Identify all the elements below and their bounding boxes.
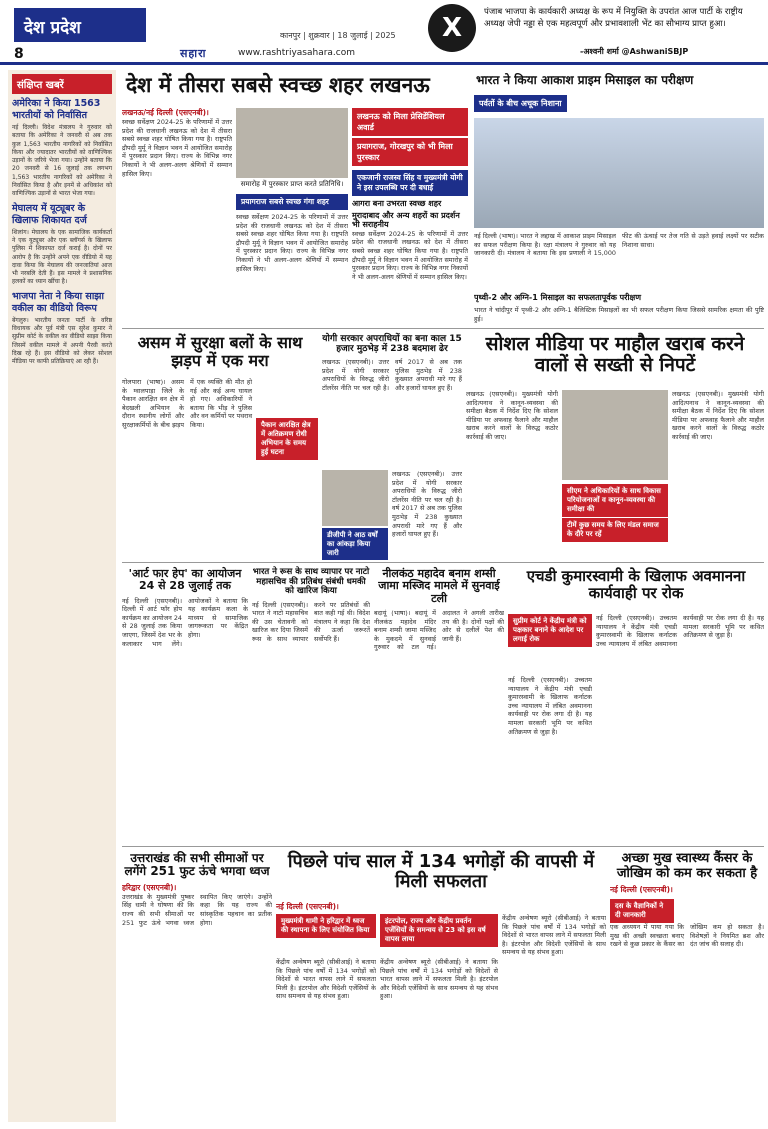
missile-body: नई दिल्ली (भाषा)। भारत ने लद्दाख में आकाश प्राइम मिसाइल का सफल परीक्षण किया है। रक्षा मंत्रालय ने गुरुवार को यह जानकारी दी। मंत्रालय ने बताया कि इस प्रणाली ने 15,000 फीट की ऊंचाई पर तेज गति से उड़ते हवाई लक्ष्यों पर सटीक निशाना साधा। bbox=[474, 232, 764, 258]
fugitives-body-cont: केंद्रीय अन्वेषण ब्यूरो (सीबीआई) ने बताया कि पिछले पांच वर्षों में 134 भगोड़ों को विदेशों से भारत वापस लाने में सफलता मिली है। इंटरपोल और विदेशी एजेंसियों के साथ समन्वय से यह संभव हुआ। bbox=[502, 914, 606, 957]
lead-subhead: मुरादाबाद और अन्य शहरों का प्रदर्शन भी सराहनीय bbox=[352, 210, 460, 229]
lead-dateline: लखनऊ/नई दिल्ली (एसएनबी)। bbox=[122, 108, 209, 117]
lead-photo-caption: समारोह में पुरस्कार प्राप्त करते प्रतिनिधि। bbox=[240, 180, 344, 188]
lead-quote-box: एकजानी राजस्व सिंह व मुख्यमंत्री योगी ने इस उपलब्धि पर दी बधाई bbox=[352, 170, 468, 196]
brief-title: भाजपा नेता ने किया साझा वकील का वीडियो विरूप bbox=[12, 290, 104, 314]
assam-article bbox=[122, 332, 318, 560]
social-bullet: टीमें कुछ समय के लिए मंडल समाज के दौरे पर रहें bbox=[562, 518, 668, 542]
yogi-body: लखनऊ (एसएनबी)। उत्तर प्रदेश में योगी सरकार अपराधियों के विरुद्ध जीरो टॉलरेंस नीति पर चल रही है। वर्ष 2017 से अब तक पुलिस मुठभेड़ में 238 कुख्यात अपराधी मारे गए हैं और हजारों घायल हुए हैं। bbox=[322, 358, 462, 392]
masjid-body: बदायूं (भाषा)। बदायूं में नीलकंठ महादेव मंदिर बनाम शम्सी जामा मस्जिद के मुकदमे में सुनवाई गुरुवार को टल गई। अदालत ने अगली तारीख तय की है। दोनों पक्षों की ओर से दलीलें पेश की जानी हैं। bbox=[374, 608, 504, 652]
missile-subhead: पर्वतों के बीच अचूक निशाना bbox=[474, 95, 567, 112]
lead-bullet: लखनऊ को मिला प्रेसिडेंशियल अवार्ड bbox=[352, 108, 468, 136]
social-article bbox=[466, 332, 764, 560]
kumaraswamy-article bbox=[508, 566, 764, 842]
missile-headline: भारत ने किया आकाश प्राइम मिसाइल का परीक्षण bbox=[476, 73, 694, 87]
masjid-headline: नीलकंठ महादेव बनाम शम्सी जामा मस्जिद मामले में सुनवाई टली bbox=[378, 567, 500, 605]
missile-photo bbox=[474, 118, 764, 228]
cancer-article bbox=[610, 850, 764, 1122]
cancer-dateline: नई दिल्ली (एसएनबी)। bbox=[610, 885, 673, 895]
masthead bbox=[0, 0, 768, 66]
brief-text: नई दिल्ली। विदेश मंत्रालय ने गुरुवार को बताया कि अमेरिका ने जनवरी से अब तक कुल 1,563 भारतीय नागरिकों को निर्वासित किया और ज्यादातर भारतीयों को वाणिज्यिक उड़ानों के जरिये भेजा गया। उन्होंने बताया कि 20 जनवरी से 16 जुलाई तक लगभग 1,563 भारतीय नागरिकों को अमेरिका ने निर्वासित किया है और इनमें से अधिकांश को वाणिज्यिक उड़ानों से भारत भेजा गया। bbox=[12, 124, 112, 198]
nato-article bbox=[252, 566, 370, 842]
uttarakhand-pullquote: मुख्यमंत्री धामी ने हरिद्वार में ध्वज की स्थापना के लिए संयोजित किया bbox=[276, 914, 376, 938]
brief-text: शिलांग। मेघालय के एक सामाजिक कार्यकर्ता ने एक यूट्यूबर और एक ब्लॉगर्स के खिलाफ पुलिस में शिकायत दर्ज कराई है। दोनों पर आरोप है कि उन्होंने अपने एक वीडियो में यह दावा किया कि मेघालय की जनजातियां आज भी नरबलि देती हैं। इस मामले ने प्रशासनिक हलकों का ध्यान खींचा है। bbox=[12, 228, 112, 286]
assam-headline: असम में सुरक्षा बलों के साथ झड़प में एक मरा bbox=[137, 333, 303, 370]
masthead-rule bbox=[0, 62, 768, 65]
divider bbox=[122, 846, 764, 847]
masthead-dateline: कानपुर | शुक्रवार | 18 जुलाई | 2025 bbox=[280, 31, 396, 40]
fugitives-body: केंद्रीय अन्वेषण ब्यूरो (सीबीआई) ने बताया कि पिछले पांच वर्षों में 134 भगोड़ों को विदेशों से भारत वापस लाने में सफलता मिली है। इंटरपोल और विदेशी एजेंसियों के साथ समन्वय से यह संभव हुआ। bbox=[276, 958, 376, 1001]
fugitives-pullquote: इंटरपोल, राज्य और केंद्रीय प्रवर्तन एजेंसियों के समन्वय से 23 को इस वर्ष वापस लाया bbox=[380, 914, 498, 947]
yogi-headline: योगी सरकार अपराधियों का बना काल 15 हजार मुठभेड़ में 238 बदमाश ढेर bbox=[322, 334, 462, 355]
lead-subhead: प्रयागराज सबसे स्वच्छ गंगा शहर bbox=[236, 194, 348, 210]
lead-photo bbox=[236, 108, 348, 178]
assam-pullquote: पैकान आरक्षित क्षेत्र में अतिक्रमण रोधी अभियान के समय हुई घटना bbox=[256, 418, 318, 460]
social-headline: सोशल मीडिया पर माहौल खराब करने वालों से सख्ती से निपटें bbox=[485, 333, 745, 377]
kumaraswamy-body-cont: नई दिल्ली (एसएनबी)। उच्चतम न्यायालय ने केंद्रीय मंत्री एचडी कुमारस्वामी के खिलाफ कर्नाटक उच्च न्यायालय में लंबित अवमानना कार्यवाही पर रोक लगा दी है। यह मामला सरकारी भूमि पर कथित अतिक्रमण से जुड़ा है। bbox=[596, 614, 764, 648]
divider bbox=[122, 562, 764, 563]
cancer-pullquote: दस के वैज्ञानिकों ने दी जानकारी bbox=[610, 899, 674, 923]
brief-text: बेंगलुरु। भारतीय जनता पार्टी के वरिष्ठ विधायक और पूर्व मंत्री एस सुरेश कुमार ने सुप्रीम कोर्ट के वकील का वीडियो साझा किया जिसमें वकील मामले में अपनी पैरवी करते दिख रहे हैं। इस वीडियो को लेकर सोशल मीडिया पर काफी प्रतिक्रियाएं आ रही हैं। bbox=[12, 316, 112, 366]
fugitives-headline: पिछले पांच साल में 134 भगोड़ों की वापसी में मिली सफलता bbox=[287, 851, 595, 893]
social-body-cont: लखनऊ (एसएनबी)। मुख्यमंत्री योगी आदित्यनाथ ने कानून-व्यवस्था की समीक्षा बैठक में निर्देश दिए कि सोशल मीडिया पर अफवाह फैलाने और माहौल खराब करने वालों के विरुद्ध कठोर कार्रवाई की जाए। bbox=[672, 390, 764, 441]
kumaraswamy-headline: एचडी कुमारस्वामी के खिलाफ अवमानना कार्यवाही पर रोक bbox=[526, 567, 746, 602]
brief-title: अमेरिका ने किया 1563 भारतीयों को निर्वासित bbox=[12, 98, 101, 121]
uttarakhand-dateline: हरिद्वार (एसएनबी)। bbox=[122, 882, 177, 892]
uttarakhand-article bbox=[122, 850, 272, 1122]
art-article bbox=[122, 566, 248, 842]
uttarakhand-body: उत्तराखंड के मुख्यमंत्री पुष्कर सिंह धामी ने घोषणा की कि राज्य की सभी सीमाओं पर 251 फुट ऊंचे भगवा ध्वज स्थापित किए जाएंगे। उन्होंने कहा कि यह राज्य की सांस्कृतिक पहचान का प्रतीक होगा। bbox=[122, 892, 272, 927]
art-headline: 'आर्ट फार हेप' का आयोजन 24 से 28 जुलाई तक bbox=[128, 567, 242, 593]
divider bbox=[122, 328, 764, 329]
dgp-photo bbox=[322, 470, 388, 526]
x-logo-icon: X bbox=[428, 4, 476, 52]
uttarakhand-headline: उत्तराखंड की सभी सीमाओं पर लगेंगे 251 फुट ऊंचे भगवा ध्वज bbox=[124, 851, 270, 879]
brief-title: मेघालय में यूट्यूबर के खिलाफ शिकायत दर्ज bbox=[12, 202, 87, 226]
missile-article bbox=[474, 70, 764, 324]
fugitives-body-cont: केंद्रीय अन्वेषण ब्यूरो (सीबीआई) ने बताया कि पिछले पांच वर्षों में 134 भगोड़ों को विदेशों से भारत वापस लाने में सफलता मिली है। इंटरपोल और विदेशी एजेंसियों के साथ समन्वय से यह संभव हुआ। bbox=[380, 958, 498, 1001]
lead-body-cont: स्वच्छ सर्वेक्षण 2024-25 के परिणामों में उत्तर प्रदेश की राजधानी लखनऊ को देश में तीसरा सबसे स्वच्छ शहर घोषित किया गया है। राष्ट्रपति द्रौपदी मुर्मू ने विज्ञान भवन में आयोजित समारोह में पुरस्कार प्रदान किए। राज्य के विभिन्न नगर निकायों ने भी अलग-अलग श्रेणियों में सम्मान हासिल किए। bbox=[236, 213, 348, 273]
dgp-caption: डीजीपी ने आठ वर्षों का आंकड़ा किया जारी bbox=[322, 528, 388, 560]
social-bullet: सीएम ने अधिकारियों के साथ विकास परियोजनाओं व कानून-व्यवस्था की समीक्षा की bbox=[562, 484, 668, 517]
yogi-body-cont: लखनऊ (एसएनबी)। उत्तर प्रदेश में योगी सरकार अपराधियों के विरुद्ध जीरो टॉलरेंस नीति पर चल रही है। वर्ष 2017 से अब तक पुलिस मुठभेड़ में 238 कुख्यात अपराधी मारे गए हैं और हजारों घायल हुए हैं। bbox=[392, 470, 462, 539]
brand-url[interactable]: www.rashtriyasahara.com bbox=[238, 48, 356, 58]
nato-body: नई दिल्ली (एसएनबी)। भारत ने नाटो महासचिव की उस चेतावनी को खारिज कर दिया जिसमें रूस के साथ व्यापार करने पर प्रतिबंधों की बात कही गई थी। विदेश मंत्रालय ने कहा कि देश की ऊर्जा जरूरतें सर्वोपरि हैं। bbox=[252, 600, 370, 643]
social-body: लखनऊ (एसएनबी)। मुख्यमंत्री योगी आदित्यनाथ ने कानून-व्यवस्था की समीक्षा बैठक में निर्देश दिए कि सोशल मीडिया पर अफवाह फैलाने और माहौल खराब करने वालों के विरुद्ध कठोर कार्रवाई की जाए। bbox=[466, 390, 558, 441]
lead-bullet: प्रयागराज, गोरखपुर को भी मिला पुरस्कार bbox=[352, 138, 468, 166]
masthead-quote: पंजाब भाजपा के कार्यकारी अध्यक्ष के रूप में नियुक्ति के उपरांत आज पार्टी के राष्ट्रीय अध्यक्ष जेपी नड्डा से एक महत्वपूर्ण और प्रभावशाली भेंट का सौभाग्य प्राप्त हुआ। bbox=[484, 7, 743, 29]
fugitives-article bbox=[276, 850, 606, 1122]
masjid-article bbox=[374, 566, 504, 842]
kumaraswamy-pullquote: सुप्रीम कोर्ट ने केंद्रीय मंत्री को पक्षकार बनाने के आदेश पर लगाई रोक bbox=[508, 614, 592, 647]
kumaraswamy-body: नई दिल्ली (एसएनबी)। उच्चतम न्यायालय ने केंद्रीय मंत्री एचडी कुमारस्वामी के खिलाफ कर्नाटक उच्च न्यायालय में लंबित अवमानना कार्यवाही पर रोक लगा दी है। यह मामला सरकारी भूमि पर कथित अतिक्रमण से जुड़ा है। bbox=[508, 676, 592, 736]
news-brief-sidebar bbox=[8, 70, 116, 1122]
fugitives-dateline: नई दिल्ली (एसएनबी)। bbox=[276, 902, 339, 911]
missile-subhead-2: पृथ्वी-2 और अग्नि-1 मिसाइल का सफलतापूर्वक परीक्षण bbox=[474, 293, 642, 302]
lead-body-cont: स्वच्छ सर्वेक्षण 2024-25 के परिणामों में उत्तर प्रदेश की राजधानी लखनऊ को देश में तीसरा सबसे स्वच्छ शहर घोषित किया गया है। राष्ट्रपति द्रौपदी मुर्मू ने विज्ञान भवन में आयोजित समारोह में पुरस्कार प्रदान किए। राज्य के विभिन्न नगर निकायों ने भी अलग-अलग श्रेणियों में सम्मान हासिल किए। bbox=[352, 229, 468, 281]
nato-headline: भारत ने रूस के साथ व्यापार पर नाटो महासचिव की प्रतिबंध संबंधी धमकी को खारिज किया bbox=[252, 567, 370, 597]
art-body: नई दिल्ली (एसएनबी)। दिल्ली में आर्ट फॉर होप कार्यक्रम का आयोजन 24 से 28 जुलाई तक किया जाएगा, जिसमें देश भर के कलाकार भाग लेंगे। आयोजकों ने बताया कि यह कार्यक्रम कला के माध्यम से सामाजिक जागरूकता पर केंद्रित होगा। bbox=[122, 596, 248, 648]
lead-headline: देश में तीसरा सबसे स्वच्छ शहर लखनऊ bbox=[126, 73, 430, 97]
sidebar-header: संक्षिप्त खबरें bbox=[12, 74, 112, 94]
section-tag: देश प्रदेश bbox=[14, 8, 146, 42]
cm-photo bbox=[562, 390, 668, 480]
cancer-headline: अच्छा मुख स्वास्थ्य कैंसर के जोखिम को कम कर सकता है bbox=[616, 851, 758, 881]
brand-name: सहारा bbox=[180, 47, 207, 60]
assam-body: गोलपारा (भाषा)। असम के ग्वालपाड़ा जिले के पैकान आरक्षित वन क्षेत्र में बेदखली अभियान के दौरान स्थानीय लोगों और सुरक्षाकर्मियों के बीच झड़प में एक व्यक्ति की मौत हो गई और कई अन्य घायल हो गए। अधिकारियों ने बताया कि भीड़ ने पुलिस और वन कर्मियों पर पथराव किया। bbox=[122, 378, 252, 429]
yogi-article bbox=[322, 332, 462, 560]
lead-subhead: आगरा बना उभरता स्वच्छ शहर bbox=[352, 199, 442, 208]
lead-body: स्वच्छ सर्वेक्षण 2024-25 के परिणामों में उत्तर प्रदेश की राजधानी लखनऊ को देश में तीसरा सबसे स्वच्छ शहर घोषित किया गया है। राष्ट्रपति द्रौपदी मुर्मू ने विज्ञान भवन में आयोजित समारोह में पुरस्कार प्रदान किए। राज्य के विभिन्न नगर निकायों ने भी अलग-अलग श्रेणियों में सम्मान हासिल किए। bbox=[122, 118, 232, 178]
quote-attribution: -अश्वनी शर्मा @AshwaniSBJP bbox=[580, 47, 689, 56]
missile-body-2: भारत ने चांदीपुर में पृथ्वी-2 और अग्नि-1 बैलिस्टिक मिसाइलों का भी सफल परीक्षण किया जिससे सामरिक क्षमता की पुष्टि हुई। bbox=[474, 306, 764, 323]
page-number: 8 bbox=[14, 46, 24, 62]
cancer-body: एक अध्ययन में पाया गया कि मुख की अच्छी स्वच्छता बनाए रखने से कुछ प्रकार के कैंसर का जोखिम कम हो सकता है। विशेषज्ञों ने नियमित ब्रश और दंत जांच की सलाह दी। bbox=[610, 923, 764, 949]
lead-article bbox=[122, 70, 470, 326]
